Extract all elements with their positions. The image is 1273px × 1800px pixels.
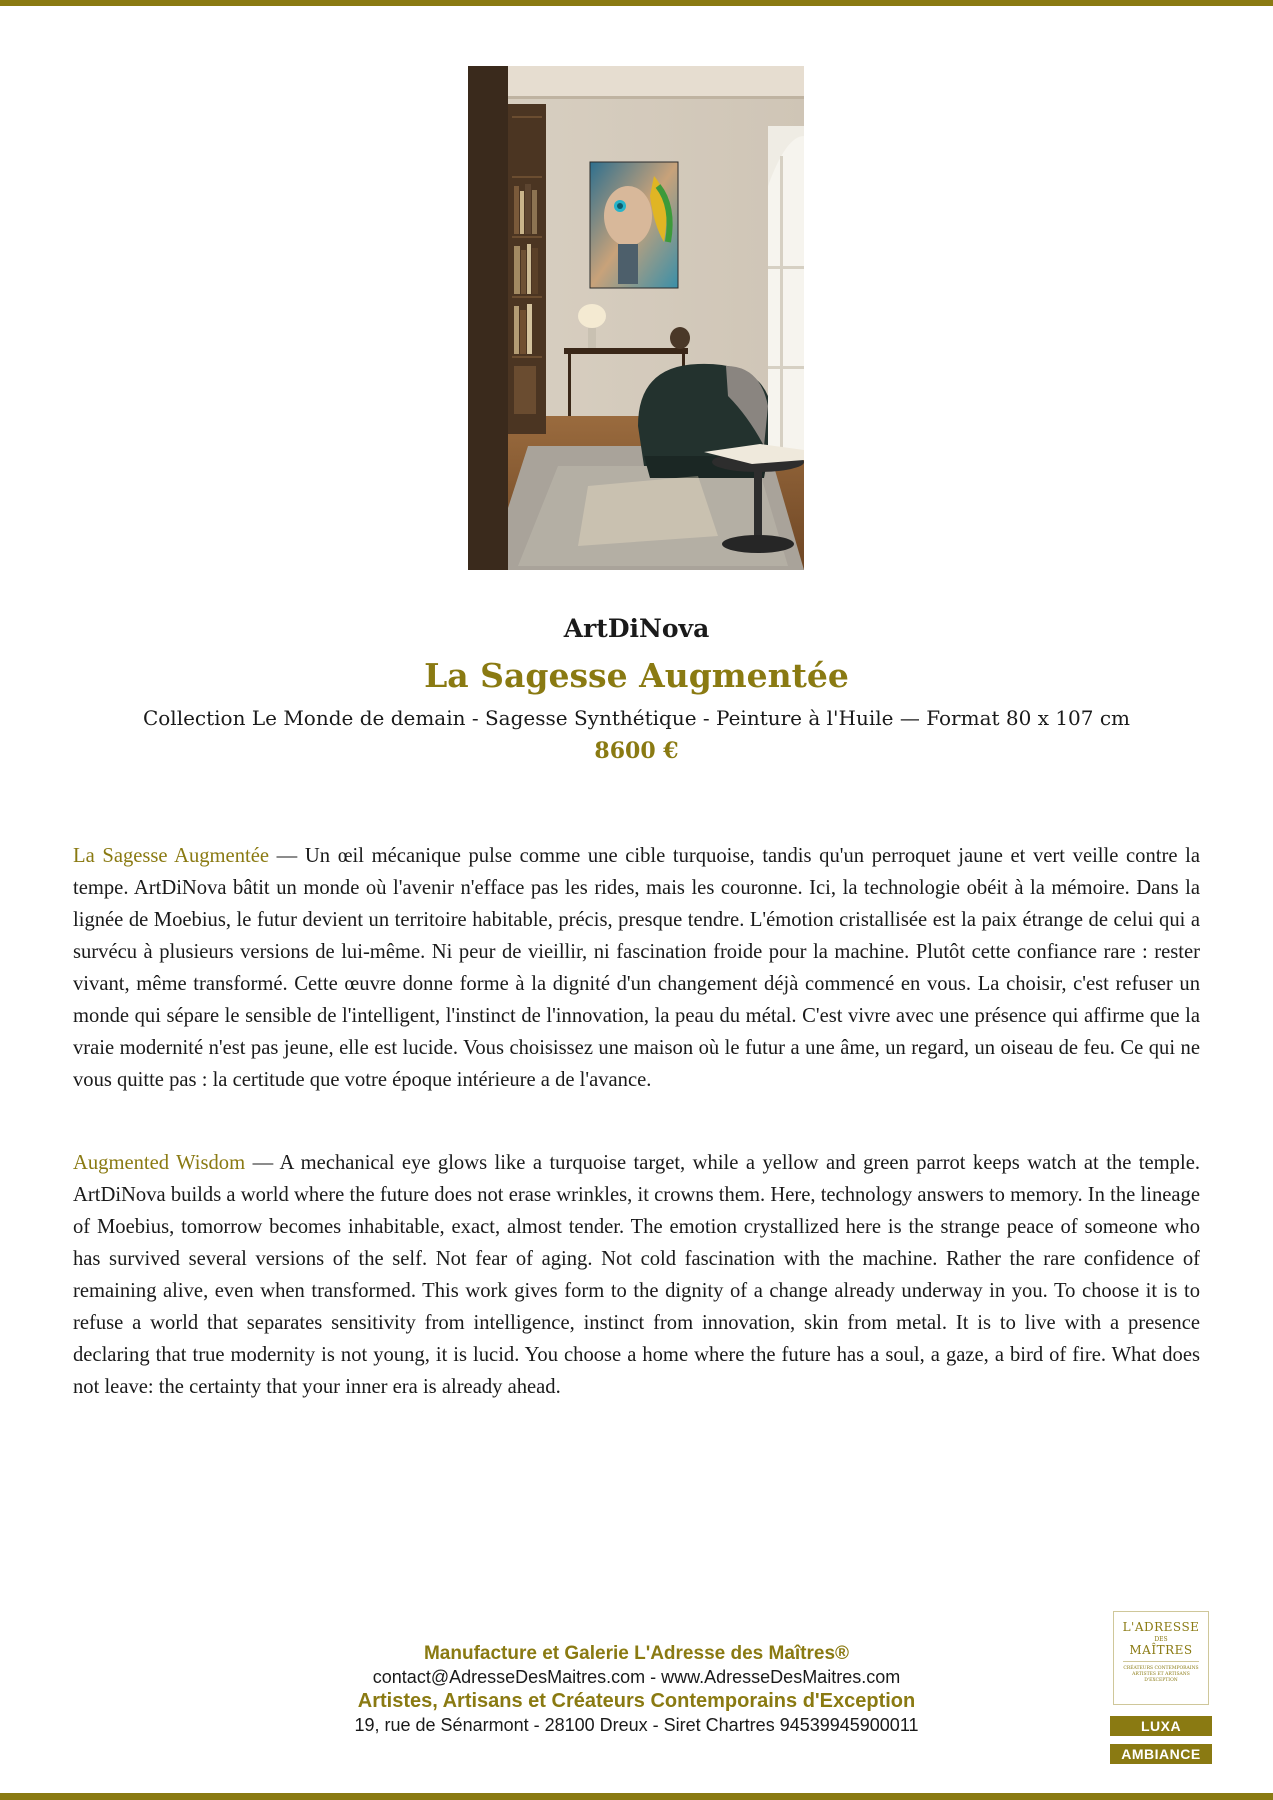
artist-name: ArtDiNova [563, 614, 710, 643]
logo-divider [1123, 1661, 1199, 1662]
logo-line-4: CRÉATEURS CONTEMPORAINS ARTISTES ET ARTISANS D'EXCEPTION [1123, 1666, 1199, 1683]
logo-line-3: MAÎTRES [1129, 1643, 1193, 1657]
description-french-text: — Un œil mécanique pulse comme une cible turquoise, tandis qu'un perroquet jaune et vert veille contre la tempe. ArtDiNova bâtit un monde où l'avenir n'efface pas les rides, mais les couronne. Ici, la technologie obéit à la mémoire. Dans la lignée de Moebius, le futur devient un territoire habitable, précis, presque tendre. L'émotion cristallisée est la paix étrange de celui qui a survécu à plusieurs versions de lui-même. Ni peur de vieillir, ni fascination froide pour la machine. Plutôt cette confiance rare : rester vivant, même transformé. Cette œuvre donne forme à la dignité d'un changement déjà commencé en vous. La choisir, c'est refuser un monde qui sépare le sensible de l'intelligent, l'instinct de l'innovation, la peau du métal. C'est vivre avec une présence qui affirme que la vraie modernité n'est pas jeune, elle est lucide. Vous choisissez une maison où le futur a une âme, un regard, un oiseau de feu. Ce qui ne vous quitte pas : la certitude que votre époque intérieure a de l'avance. [73, 845, 1200, 1091]
logo-line-1: L'ADRESSE [1122, 1620, 1200, 1634]
bottom-border [0, 1793, 1273, 1800]
artwork-room-photo [468, 66, 804, 570]
gallery-contact: contact@AdresseDesMaitres.com - www.AdresseDesMaitres.com [372, 1667, 901, 1687]
logo-line-2: DES [1154, 1636, 1168, 1643]
description-english [73, 1147, 1200, 1403]
description-french [73, 840, 1200, 1096]
description-english-lead: Augmented Wisdom [73, 1152, 246, 1174]
footer [0, 1642, 1273, 1736]
artwork-price: 8600 € [594, 738, 679, 764]
gallery-name: Manufacture et Galerie L'Adresse des Maîtres® [423, 1643, 850, 1664]
gallery-tagline: Artistes, Artisans et Créateurs Contemporains d'Exception [357, 1690, 916, 1712]
gallery-address: 19, rue de Sénarmont - 28100 Dreux - Siret Chartres 94539945900011 [354, 1715, 919, 1735]
gallery-logo [1113, 1611, 1209, 1705]
description-english-text: — A mechanical eye glows like a turquoise target, while a yellow and green parrot keeps watch at the temple. ArtDiNova builds a world where the future does not erase wrinkles, it crowns them. Here, technology answers to memory. In the lineage of Moebius, tomorrow becomes inhabitable, exact, almost tender. The emotion crystallized here is the strange peace of someone who has survived several versions of the self. Not fear of aging. Not cold fascination with the machine. Rather the rare confidence of remaining alive, even when transformed. This work gives form to the dignity of a change already underway in you. To choose it is to refuse a world that separates sensitivity from intelligence, instinct from innovation, skin from metal. It is to live with a presence declaring that true modernity is not young, it is lucid. You choose a home where the future has a soul, a gaze, a bird of fire. What does not leave: the certainty that your inner era is already ahead. [73, 1152, 1200, 1398]
top-border [0, 0, 1273, 6]
badge-luxa: LUXA [1110, 1716, 1212, 1736]
badge-ambiance: AMBIANCE [1110, 1744, 1212, 1764]
artwork-subtitle: Collection Le Monde de demain - Sagesse Synthétique - Peinture à l'Huile — Format 80 x 107 cm [142, 706, 1131, 730]
artwork-title: La Sagesse Augmentée [424, 656, 849, 695]
description-french-lead: La Sagesse Augmentée [73, 845, 269, 867]
